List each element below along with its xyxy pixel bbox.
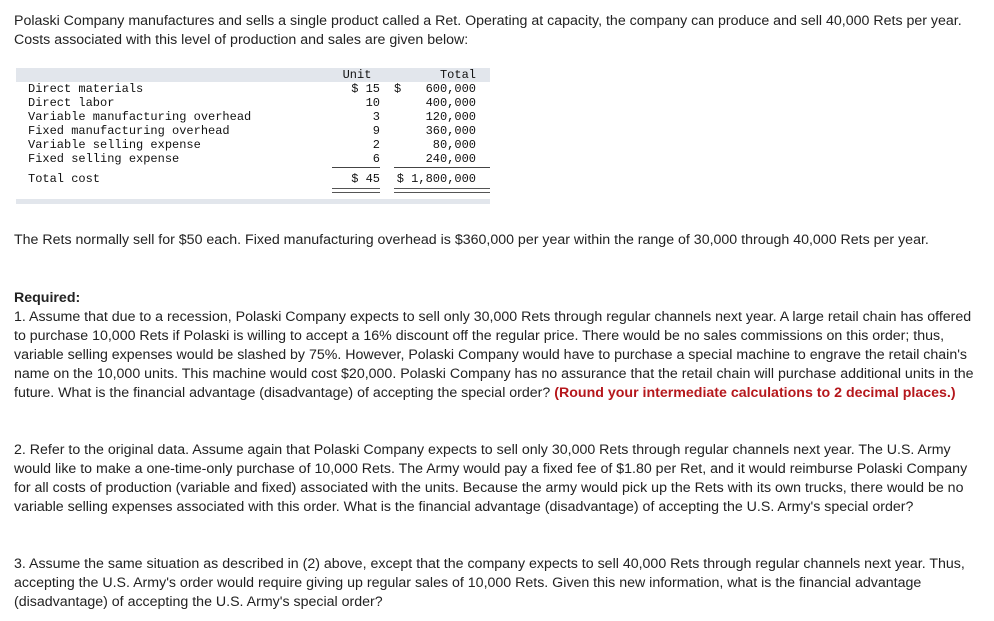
row-label-fixed-selling: Fixed selling expense xyxy=(28,152,180,166)
required-section xyxy=(14,289,974,403)
row-total-variable-mfg-overhead: 120,000 xyxy=(425,110,476,124)
question-3: 3. Assume the same situation as described in (2) above, except that the company expects to sell 40,000 Rets through regular channels next year. Thus, accepting the U.S. Army's order would require giving up regular sales of 10,000 Rets. Given this new information, what is the financial advantage (disadvantage) of accepting the U.S. Army's special order? xyxy=(14,556,965,610)
question-2: 2. Refer to the original data. Assume again that Polaski Company expects to sell only 30,000 Rets through regular channels next year. The U.S. Army would like to make a one-time-only purchase of 10,000 Rets. The Army would pay a fixed fee of $1.80 per Ret, and it would reimburse Polaski Company for all costs of production (variable and fixed) associated with the units. Because the army would pick up the Rets with its own trucks, there would be no variable selling expenses associated with this order. What is the financial advantage (disadvantage) of accepting the U.S. Army's special order? xyxy=(14,442,968,515)
required-heading: Required: xyxy=(14,290,81,306)
row-total-total-cost: $ 1,800,000 xyxy=(396,172,476,186)
row-total-fixed-selling: 240,000 xyxy=(425,152,476,166)
row-total-fixed-mfg-overhead: 360,000 xyxy=(425,124,476,138)
row-unit-direct-materials: $ 15 xyxy=(351,82,380,96)
rounding-note: (Round your intermediate calculations to 2 decimal places.) xyxy=(554,385,956,401)
row-unit-fixed-selling: 6 xyxy=(372,152,380,166)
row-unit-direct-labor: 10 xyxy=(365,96,380,110)
row-label-fixed-mfg-overhead: Fixed manufacturing overhead xyxy=(28,124,230,138)
unit-subtotal-rule xyxy=(332,167,380,168)
row-label-variable-selling: Variable selling expense xyxy=(28,138,201,152)
unit-double-rule xyxy=(332,188,380,193)
row-label-total-cost: Total cost xyxy=(28,172,101,186)
row-label-variable-mfg-overhead: Variable manufacturing overhead xyxy=(28,110,252,124)
row-label-direct-materials: Direct materials xyxy=(28,82,144,96)
total-double-rule xyxy=(394,188,490,193)
row-unit-variable-selling: 2 xyxy=(372,138,380,152)
intro-paragraph: Polaski Company manufactures and sells a single product called a Ret. Operating at capacity, the company can produce and sell 40,000 Rets per year. Costs associated with this level of production and sales are given below: xyxy=(14,13,962,48)
row-label-direct-labor: Direct labor xyxy=(28,96,115,110)
unit-column-header: Unit xyxy=(342,68,372,82)
total-dollar-sign: $ xyxy=(394,82,402,96)
table-footer-band xyxy=(16,199,490,204)
row-unit-total-cost: $ 45 xyxy=(351,172,380,186)
row-total-direct-labor: 400,000 xyxy=(425,96,476,110)
total-column-header: Total xyxy=(439,68,476,82)
total-subtotal-rule xyxy=(394,167,490,168)
row-unit-variable-mfg-overhead: 3 xyxy=(372,110,380,124)
price-paragraph: The Rets normally sell for $50 each. Fixed manufacturing overhead is $360,000 per year within the range of 30,000 through 40,000 Rets per year. xyxy=(14,232,929,248)
question-1 xyxy=(14,308,974,403)
row-total-direct-materials: 600,000 xyxy=(425,82,476,96)
cost-table xyxy=(16,68,494,204)
question-1-text: 1. Assume that due to a recession, Polaski Company expects to sell only 30,000 Rets through regular channels next year. A large retail chain has offered to purchase 10,000 Rets if Polaski is willing to accept a 16% discount off the regular price. There would be no sales commissions on this order; thus, variable selling expenses would be slashed by 75%. However, Polaski Company would have to purchase a special machine to engrave the retail chain's name on the 10,000 units. This machine would cost $20,000. Polaski Company has no assurance that the retail chain will purchase additional units in the future. What is the financial advantage (disadvantage) of accepting the special order? xyxy=(14,309,974,401)
row-unit-fixed-mfg-overhead: 9 xyxy=(372,124,380,138)
row-total-variable-selling: 80,000 xyxy=(432,138,476,152)
